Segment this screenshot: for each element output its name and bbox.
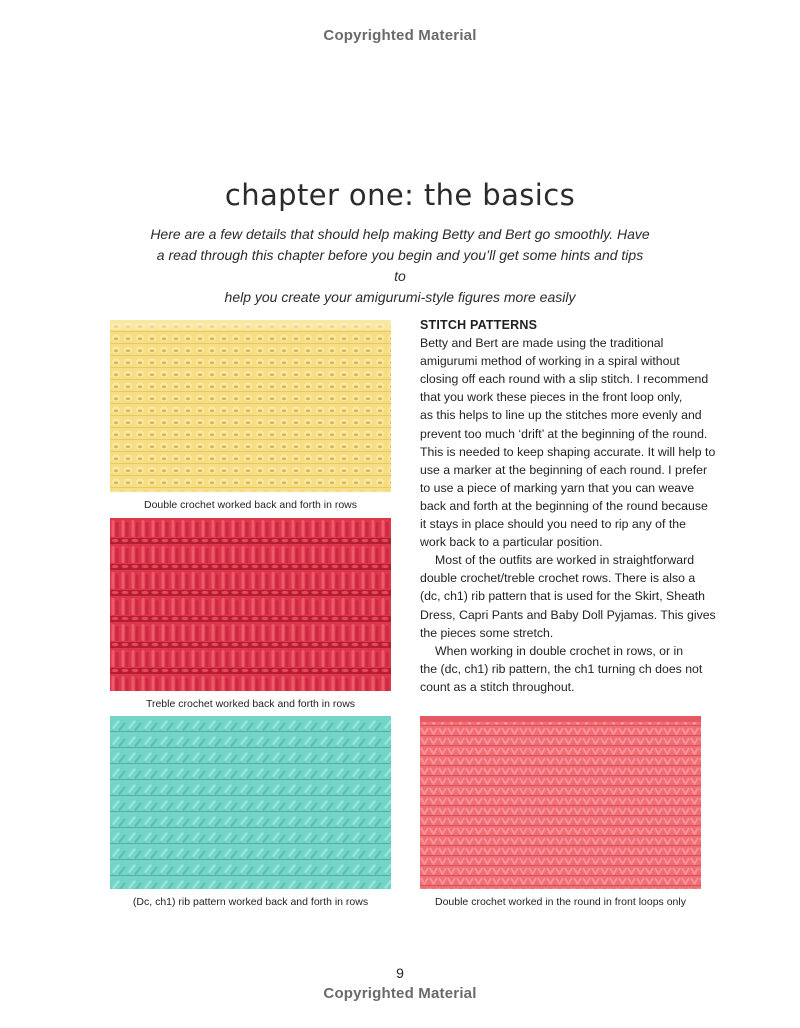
body-line: When working in double crochet in rows, or in — [435, 643, 684, 658]
body-line: work back to a particular position. — [420, 535, 603, 550]
body-line: that you work these pieces in the front loop only, — [420, 390, 683, 405]
swatch-caption: Treble crochet worked back and forth in rows — [145, 698, 356, 710]
body-line: Dress, Capri Pants and Baby Doll Pyjamas. This gives — [420, 607, 716, 622]
intro-line: help you create your amigurumi-style figures more easily — [224, 289, 576, 305]
body-line: amigurumi method of working in a spiral without — [420, 354, 680, 369]
intro-line: Here are a few details that should help making Betty and Bert go smoothly. Have — [150, 226, 650, 242]
swatch-texture — [420, 716, 701, 889]
swatch-caption: Double crochet worked in the round in front loops only — [435, 896, 686, 908]
swatch-texture — [110, 518, 391, 691]
body-line: Most of the outfits are worked in straightforward — [435, 553, 695, 568]
copyright-header: Copyrighted Material — [323, 27, 477, 44]
page-number: 9 — [396, 965, 404, 981]
body-line: closing off each round with a slip stitch. I recommend — [420, 372, 709, 387]
swatch-texture — [110, 320, 391, 492]
body-line: Betty and Bert are made using the traditional — [420, 336, 664, 351]
chapter-intro — [150, 224, 650, 308]
yellow-dc-swatch-photo — [110, 320, 391, 492]
chapter-title: chapter one: the basics — [224, 178, 576, 212]
body-line: use a marker at the beginning of each round. I prefer — [420, 462, 708, 477]
swatch-texture — [110, 716, 391, 889]
body-line: back and forth at the beginning of the round because — [420, 498, 708, 513]
body-line: it stays in place should you need to rip any of the — [420, 517, 686, 532]
body-line: the pieces some stretch. — [420, 625, 554, 640]
swatch-caption: Double crochet worked back and forth in rows — [143, 499, 358, 511]
body-line: This is needed to keep shaping accurate. It will help to — [420, 444, 716, 459]
red-treble-swatch-photo — [110, 518, 391, 691]
intro-line: a read through this chapter before you begin and you’ll get some hints and tips to — [156, 247, 644, 284]
body-line: to use a piece of marking yarn that you can weave — [420, 480, 695, 495]
section-heading: STITCH PATTERNS — [420, 318, 538, 332]
body-line: as this helps to line up the stitches more evenly and — [420, 408, 702, 423]
copyright-footer: Copyrighted Material — [323, 985, 477, 1002]
body-line: the (dc, ch1) rib pattern, the ch1 turning ch does not — [420, 661, 703, 676]
body-line: (dc, ch1) rib pattern that is used for the Skirt, Sheath — [420, 589, 706, 604]
mint-rib-swatch-photo — [110, 716, 391, 889]
body-line: double crochet/treble crochet rows. There is also a — [420, 571, 696, 586]
pink-round-swatch-photo — [420, 716, 701, 889]
stitch-patterns-section — [420, 316, 716, 696]
body-line: count as a stitch throughout. — [420, 679, 575, 694]
body-line: prevent too much ‘drift’ at the beginning of the round. — [420, 426, 708, 441]
swatch-caption: (Dc, ch1) rib pattern worked back and forth in rows — [132, 896, 369, 908]
